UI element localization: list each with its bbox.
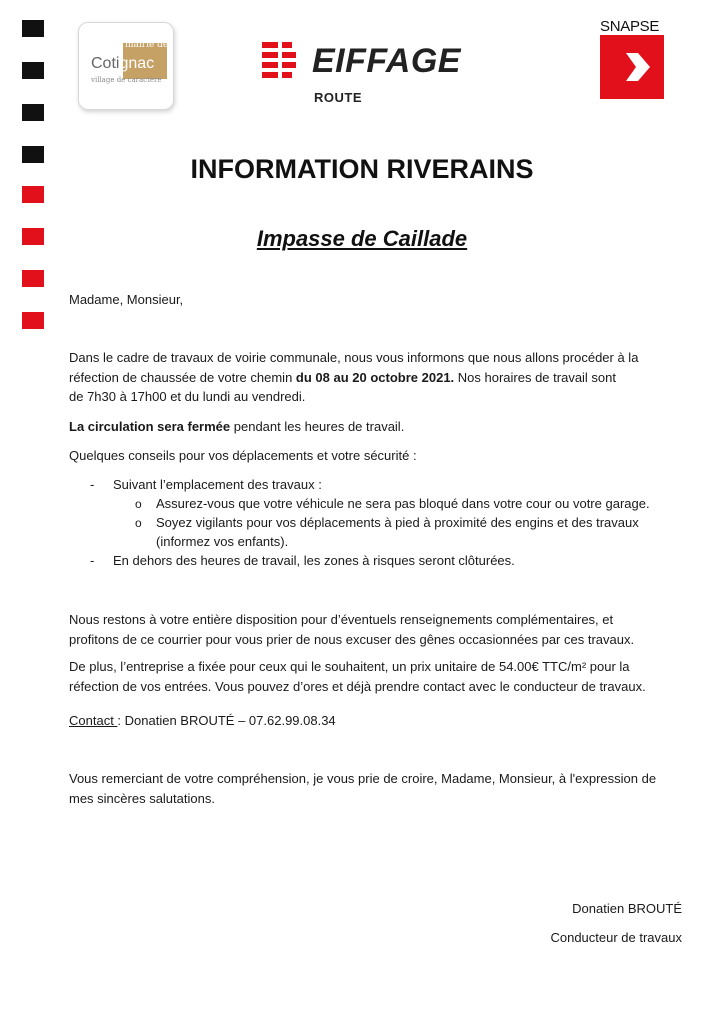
list-item: Suivant l’emplacement des travaux : xyxy=(113,477,322,492)
bullet-dash: - xyxy=(90,477,95,492)
eiffage-logo-mark xyxy=(262,42,300,80)
snapse-logo xyxy=(596,18,672,104)
contact-label: Contact xyxy=(69,713,118,728)
cotignac-mairie-text: mairie de xyxy=(125,40,169,50)
work-dates: du 08 au 20 octobre 2021. xyxy=(295,370,455,385)
contact-details: : Donatien BROUTÉ – 07.62.99.08.34 xyxy=(117,713,336,728)
margin-square-red xyxy=(22,270,44,287)
list-subitem: Assurez-vous que votre véhicule ne sera pas bloqué dans votre cour ou votre garage. xyxy=(156,496,650,511)
margin-square-black xyxy=(22,104,44,121)
closing-line-2: mes sincères salutations. xyxy=(69,791,215,806)
margin-square-red xyxy=(22,312,44,329)
eiffage-logo xyxy=(262,40,472,106)
eiffage-name: EIFFAGE xyxy=(312,42,461,80)
cotignac-name-part1: Coti xyxy=(91,55,120,72)
cotignac-name-part2: gnac xyxy=(119,55,155,72)
cotignac-name xyxy=(91,55,154,73)
salutation: Madame, Monsieur, xyxy=(69,292,184,307)
closing-line-1: Vous remerciant de votre compréhension, je vous prie de croire, Madame, Monsieur, à l'expression de xyxy=(69,771,657,786)
eiffage-division: ROUTE xyxy=(314,90,362,105)
circulation-notice xyxy=(69,417,404,437)
disposition-line-2: profitons de ce courrier pour vous prier de nous excuser des gênes occasionnées par ces travaux. xyxy=(69,632,635,647)
conseils-intro: Quelques conseils pour vos déplacements et votre sécurité : xyxy=(69,448,417,463)
intro-line-2 xyxy=(69,368,616,388)
bullet-dash: - xyxy=(90,553,95,568)
cotignac-logo xyxy=(78,22,174,110)
signature-name: Donatien BROUTÉ xyxy=(572,901,682,916)
bullet-circle: o xyxy=(135,516,142,530)
snapse-name: SNAPSE xyxy=(600,18,660,35)
contact-line xyxy=(69,711,336,731)
list-subitem: Soyez vigilants pour vos déplacements à pied à proximité des engins et des travaux xyxy=(156,515,639,530)
prix-line-2: réfection de vos entrées. Vous pouvez d’ores et déjà prendre contact avec le conducteur de travaux. xyxy=(69,679,646,694)
bullet-circle: o xyxy=(135,497,142,511)
circulation-closed: La circulation sera fermée xyxy=(69,419,231,434)
prix-line-1: De plus, l’entreprise a fixée pour ceux qui le souhaitent, un prix unitaire de 54.00€ TTC/m² pour la xyxy=(69,659,630,674)
intro-line-1: Dans le cadre de travaux de voirie communale, nous vous informons que nous allons procéder à la xyxy=(69,350,639,365)
margin-square-black xyxy=(22,20,44,37)
disposition-line-1: Nous restons à votre entière disposition pour d’éventuels renseignements complémentaires, et xyxy=(69,612,614,627)
snapse-logo-block xyxy=(600,35,664,99)
page-title: INFORMATION RIVERAINS xyxy=(190,154,534,184)
list-item: En dehors des heures de travail, les zones à risques seront clôturées. xyxy=(113,553,515,568)
intro-text: réfection de chaussée de votre chemin xyxy=(69,370,296,385)
margin-square-red xyxy=(22,186,44,203)
list-subitem-continued: (informez vos enfants). xyxy=(156,534,289,549)
intro-text: Nos horaires de travail sont xyxy=(454,370,617,385)
margin-square-black xyxy=(22,62,44,79)
circulation-text: pendant les heures de travail. xyxy=(230,419,405,434)
intro-line-3: de 7h30 à 17h00 et du lundi au vendredi. xyxy=(69,389,306,404)
arrow-right-icon xyxy=(600,35,664,99)
cotignac-tagline: village de caractère xyxy=(91,76,162,84)
signature-role: Conducteur de travaux xyxy=(550,930,682,945)
page-subtitle: Impasse de Caillade xyxy=(256,226,468,251)
